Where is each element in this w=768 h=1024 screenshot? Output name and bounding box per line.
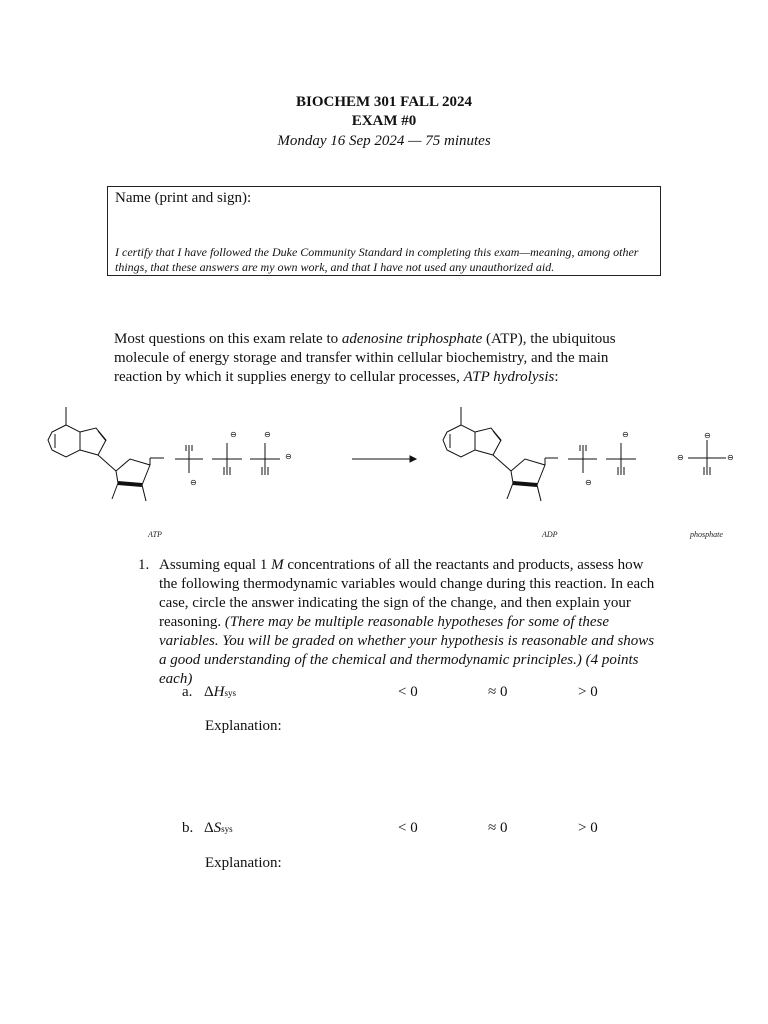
part-b-option-zero[interactable]: ≈ 0 bbox=[488, 820, 508, 836]
question-text-part: Assuming equal 1 bbox=[159, 557, 272, 573]
part-a-option-negative[interactable]: < 0 bbox=[398, 684, 418, 700]
part-a-option-positive[interactable]: > 0 bbox=[578, 684, 598, 700]
enthalpy-symbol: H bbox=[213, 684, 225, 700]
charge-symbol: ⊖ bbox=[727, 453, 734, 462]
adp-label: ADP bbox=[542, 530, 558, 539]
charge-symbol: ⊖ bbox=[285, 452, 292, 461]
phosphate-label: phosphate bbox=[690, 530, 723, 539]
entropy-symbol: S bbox=[213, 820, 222, 836]
part-a-letter: a. bbox=[182, 684, 193, 700]
delta-symbol: Δ bbox=[204, 684, 214, 700]
intro-text-2: (ATP), the ubiquitous molecule of energy storage and transfer within cellular biochemistry, and the main reaction by which it supplies energy to cellular processes, bbox=[114, 331, 616, 385]
phosphate-structure bbox=[677, 431, 734, 475]
intro-text-3: : bbox=[554, 369, 559, 385]
charge-symbol: ⊖ bbox=[704, 431, 711, 440]
intro-term-hydrolysis: ATP hydrolysis bbox=[463, 369, 555, 385]
charge-symbol: ⊖ bbox=[677, 453, 684, 462]
charge-symbol: ⊖ bbox=[622, 430, 629, 439]
question-number: 1. bbox=[138, 557, 150, 573]
exam-date: Monday 16 Sep 2024 — 75 minutes bbox=[277, 133, 491, 149]
part-b-option-negative[interactable]: < 0 bbox=[398, 820, 418, 836]
part-a-option-zero[interactable]: ≈ 0 bbox=[488, 684, 508, 700]
charge-symbol: ⊖ bbox=[190, 478, 197, 487]
name-label: Name (print and sign): bbox=[115, 190, 252, 206]
part-b-variable bbox=[204, 820, 233, 837]
intro-term-atp: adenosine triphosphate bbox=[341, 331, 483, 347]
charge-symbol: ⊖ bbox=[585, 478, 592, 487]
delta-symbol: Δ bbox=[204, 820, 214, 836]
charge-symbol: ⊖ bbox=[230, 430, 237, 439]
course-title: BIOCHEM 301 FALL 2024 bbox=[296, 94, 472, 110]
certification-statement: I certify that I have followed the Duke Community Standard in completing this exam—meaning, among other things, that these answers are my own work, and that I have not used any unauthorized aid. bbox=[115, 245, 639, 274]
intro-paragraph bbox=[114, 330, 654, 387]
part-b-option-positive[interactable]: > 0 bbox=[578, 820, 598, 836]
intro-text-1: Most questions on this exam relate to bbox=[114, 331, 342, 347]
exam-header bbox=[0, 93, 768, 151]
atp-structure bbox=[48, 407, 292, 501]
part-b-explanation-label: Explanation: bbox=[205, 855, 282, 871]
charge-symbol: ⊖ bbox=[264, 430, 271, 439]
exam-title: EXAM #0 bbox=[351, 113, 417, 129]
part-b-letter: b. bbox=[182, 820, 194, 836]
question-note: (There may be multiple reasonable hypotheses for some of these variables. You will be graded on whether your hypothesis is reasonable and shows a good understanding of the chemical and thermodynamic principles.) (4 points each) bbox=[159, 614, 655, 687]
molar-unit: M bbox=[271, 557, 284, 573]
part-a-variable bbox=[204, 684, 236, 701]
question-text bbox=[159, 556, 659, 689]
subscript-sys: sys bbox=[221, 824, 233, 834]
question-text-part: concentrations of all the reactants and products, assess how the following thermodynamic variables would change during this reaction. In each case, circle the answer indicating the sign of the change, and then explain your reasoning. bbox=[159, 557, 655, 630]
adp-structure bbox=[443, 407, 636, 501]
reaction-arrow bbox=[352, 456, 416, 462]
subscript-sys: sys bbox=[224, 688, 237, 698]
atp-hydrolysis-scheme bbox=[0, 395, 768, 520]
part-a-explanation-label: Explanation: bbox=[205, 718, 282, 734]
name-signature-box[interactable] bbox=[107, 186, 661, 276]
atp-label: ATP bbox=[148, 530, 162, 539]
